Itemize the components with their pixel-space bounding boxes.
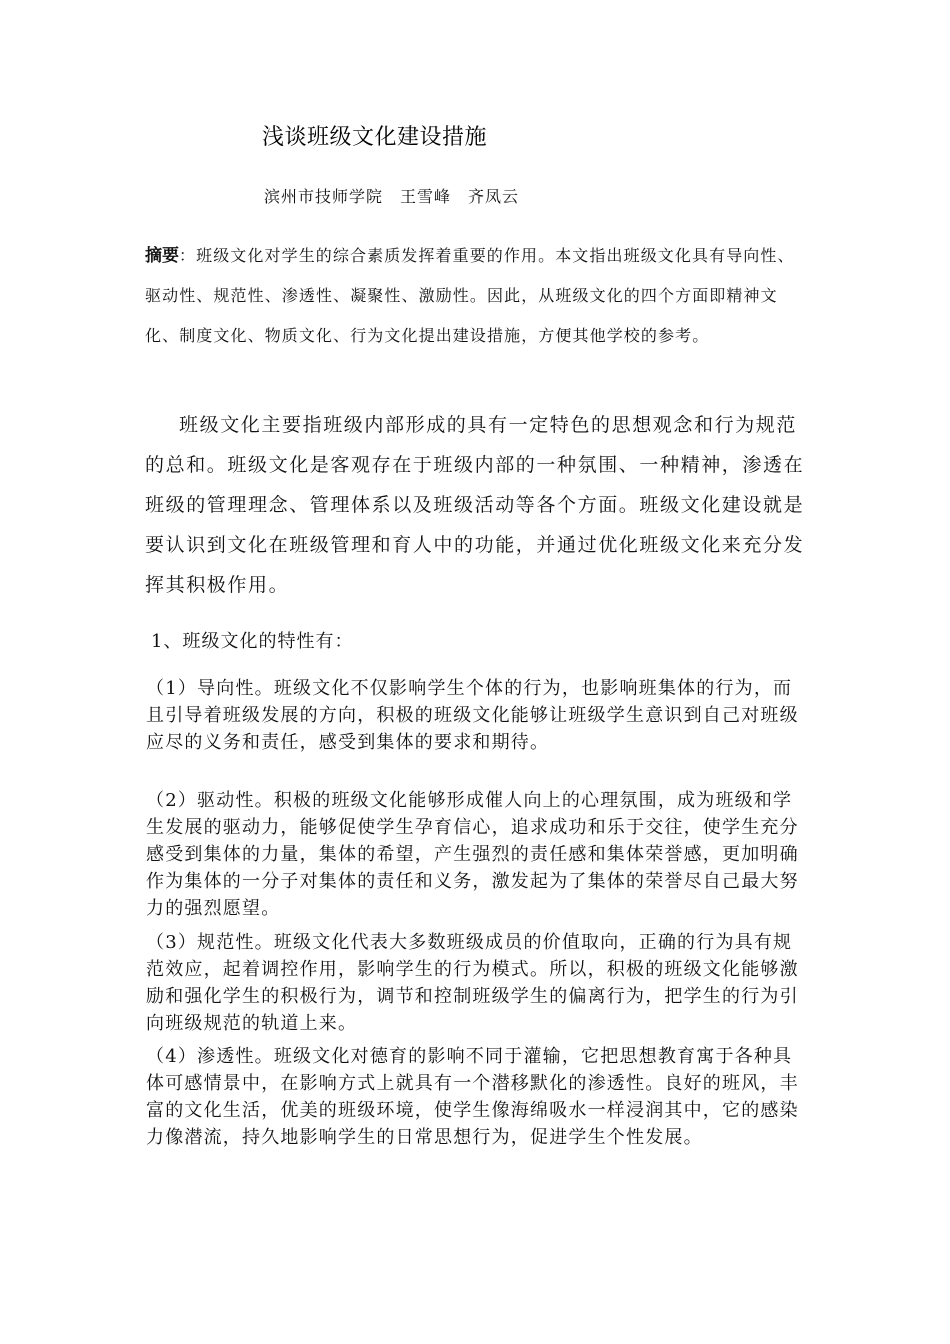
- abstract-text: ：班级文化对学生的综合素质发挥着重要的作用。本文指出班级文化具有导向性、驱动性、规范性、渗透性、凝聚性、激励性。因此，从班级文化的四个方面即精神文化、制度文化、物质文化、行为文化提出建设措施，方便其他学校的参考。: [145, 246, 795, 345]
- abstract-label: 摘要: [145, 246, 179, 266]
- section-heading: 1、班级文化的特性有：: [151, 631, 354, 652]
- paragraph-guidance: （1）导向性。班级文化不仅影响学生个体的行为，也影响班集体的行为，而且引导着班级发展的方向，积极的班级文化能够让班级学生意识到自己对班级应尽的义务和责任，感受到集体的要求和期待。: [146, 678, 799, 753]
- author-line: 滨州市技师学院 王雪峰 齐凤云: [264, 187, 520, 206]
- paragraph-permeation: （4）渗透性。班级文化对德育的影响不同于灌输，它把思想教育寓于各种具体可感情景中，在影响方式上就具有一个潜移默化的渗透性。良好的班风，丰富的文化生活，优美的班级环境，使学生像海绵吸水一样浸润其中，它的感染力像潜流，持久地影响学生的日常思想行为，促进学生个性发展。: [146, 1046, 799, 1148]
- abstract: [145, 236, 805, 356]
- paragraph-driving: （2）驱动性。积极的班级文化能够形成催人向上的心理氛围，成为班级和学生发展的驱动力，能够促使学生孕育信心，追求成功和乐于交往，使学生充分感受到集体的力量，集体的希望，产生强烈的责任感和集体荣誉感，更加明确作为集体的一分子对集体的责任和义务，激发起为了集体的荣誉尽自己最大努力的强烈愿望。: [146, 790, 799, 919]
- document-title: 浅谈班级文化建设措施: [262, 125, 488, 150]
- intro-paragraph: 班级文化主要指班级内部形成的具有一定特色的思想观念和行为规范的总和。班级文化是客观存在于班级内部的一种氛围、一种精神，渗透在班级的管理理念、管理体系以及班级活动等各个方面。班级文化建设就是要认识到文化在班级管理和育人中的功能，并通过优化班级文化来充分发挥其积极作用。: [145, 414, 805, 596]
- paragraph-normative: （3）规范性。班级文化代表大多数班级成员的价值取向，正确的行为具有规范效应，起着调控作用，影响学生的行为模式。所以，积极的班级文化能够激励和强化学生的积极行为，调节和控制班级学生的偏离行为，把学生的行为引向班级规范的轨道上来。: [146, 932, 799, 1034]
